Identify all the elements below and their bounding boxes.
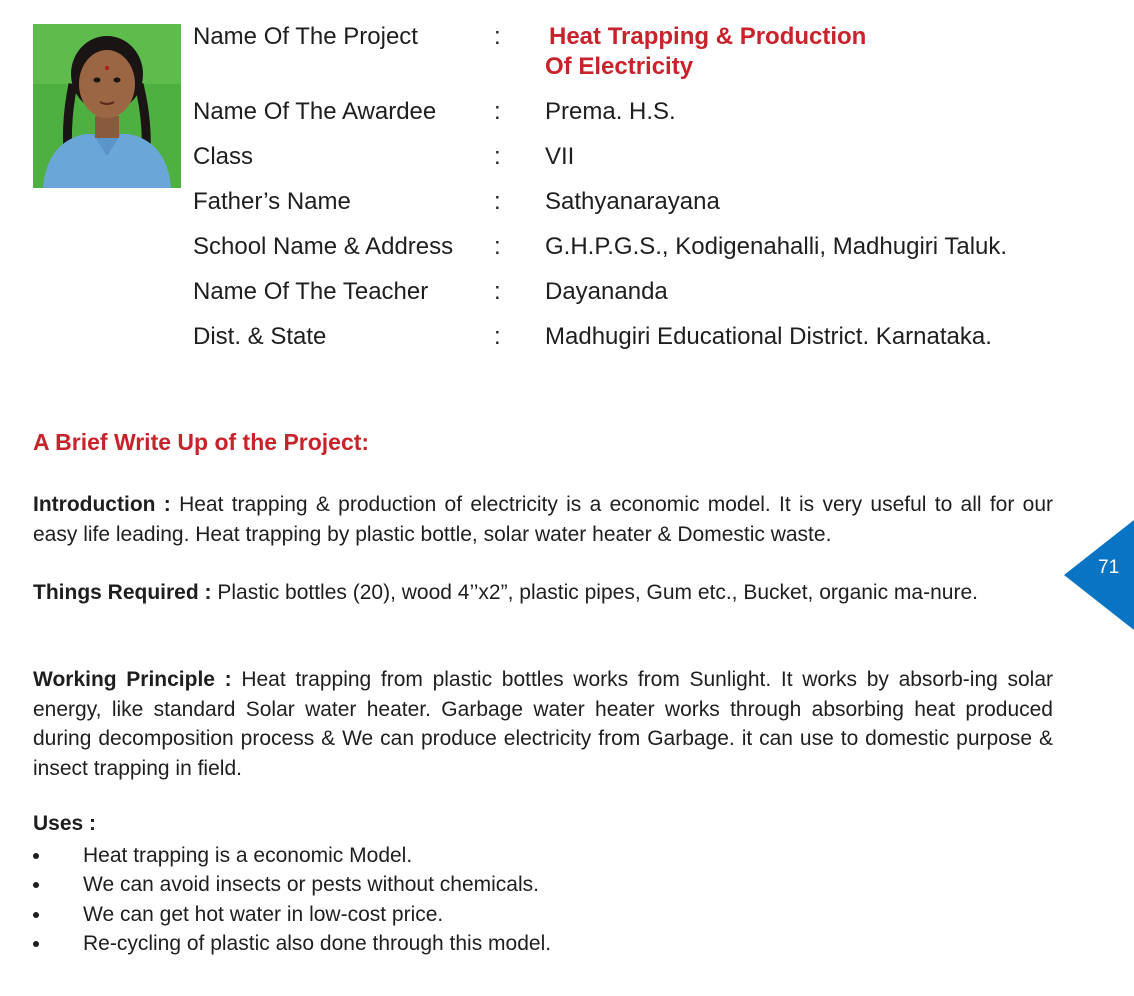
- list-item: [33, 870, 551, 899]
- list-item-text: We can avoid insects or pests without chemicals.: [83, 873, 539, 897]
- introduction-paragraph: [33, 490, 1053, 549]
- detail-label: Dist. & State: [193, 323, 327, 350]
- detail-colon: :: [494, 233, 501, 260]
- bullet-icon: [33, 882, 39, 888]
- working-principle-paragraph: [33, 665, 1053, 783]
- bullet-icon: [33, 912, 39, 918]
- list-item-text: We can get hot water in low-cost price.: [83, 902, 444, 926]
- project-title-line-2: Of Electricity: [545, 53, 694, 80]
- detail-value: Dayananda: [545, 278, 668, 305]
- awardee-photo: [33, 24, 181, 188]
- detail-value: VII: [545, 143, 575, 170]
- detail-label: Father’s Name: [193, 188, 351, 215]
- uses-heading: Uses :: [33, 812, 97, 835]
- detail-label: Name Of The Teacher: [193, 278, 429, 305]
- things-required-label: Things Required :: [33, 581, 212, 604]
- bullet-icon: [33, 941, 39, 947]
- page-number: 71: [1098, 557, 1120, 578]
- detail-value: Sathyanarayana: [545, 188, 720, 215]
- detail-value: G.H.P.G.S., Kodigenahalli, Madhugiri Taluk.: [545, 233, 1008, 260]
- working-principle-text: Heat trapping from plastic bottles works from Sunlight. It works by absorb-ing solar energy, like standard Solar water heater. Garbage water heater works through absorbing heat produced during decomposition process & We can produce electricity from Garbage. it can use to domestic purpose & insect trapping in field.: [33, 668, 1053, 780]
- student-portrait-icon: [33, 24, 181, 188]
- things-required-text: Plastic bottles (20), wood 4’’x2”, plastic pipes, Gum etc., Bucket, organic ma-nure.: [217, 581, 978, 604]
- project-title: [545, 22, 867, 82]
- detail-colon: :: [494, 143, 501, 170]
- detail-value: Prema. H.S.: [545, 98, 676, 125]
- list-item: [33, 929, 551, 958]
- project-title-line-1: Heat Trapping & Production: [549, 23, 867, 50]
- list-item-text: Re-cycling of plastic also done through this model.: [83, 931, 552, 955]
- detail-colon: :: [494, 323, 501, 350]
- detail-colon: :: [494, 188, 501, 215]
- list-item-text: Heat trapping is a economic Model.: [83, 844, 413, 867]
- bullet-icon: [33, 853, 39, 859]
- section-heading: A Brief Write Up of the Project:: [33, 429, 370, 455]
- introduction-label: Introduction :: [33, 493, 171, 516]
- detail-label: Name Of The Awardee: [193, 98, 437, 125]
- detail-colon: :: [494, 278, 501, 305]
- introduction-text: Heat trapping & production of electricity is a economic model. It is very useful to all for our easy life leading. Heat trapping by plastic bottle, solar water heater & Domestic waste.: [33, 493, 1053, 546]
- page-number-tab: [1064, 520, 1134, 630]
- detail-colon: :: [494, 98, 501, 125]
- detail-label: Class: [193, 143, 254, 170]
- list-item: [33, 841, 551, 870]
- detail-colon: :: [494, 23, 501, 50]
- detail-value: Madhugiri Educational District. Karnataka.: [545, 323, 992, 350]
- things-required-paragraph: [33, 578, 1053, 608]
- uses-list: [33, 841, 551, 958]
- list-item: [33, 900, 551, 929]
- detail-label: Name Of The Project: [193, 23, 418, 50]
- detail-label: School Name & Address: [193, 233, 454, 260]
- working-principle-label: Working Principle :: [33, 668, 232, 691]
